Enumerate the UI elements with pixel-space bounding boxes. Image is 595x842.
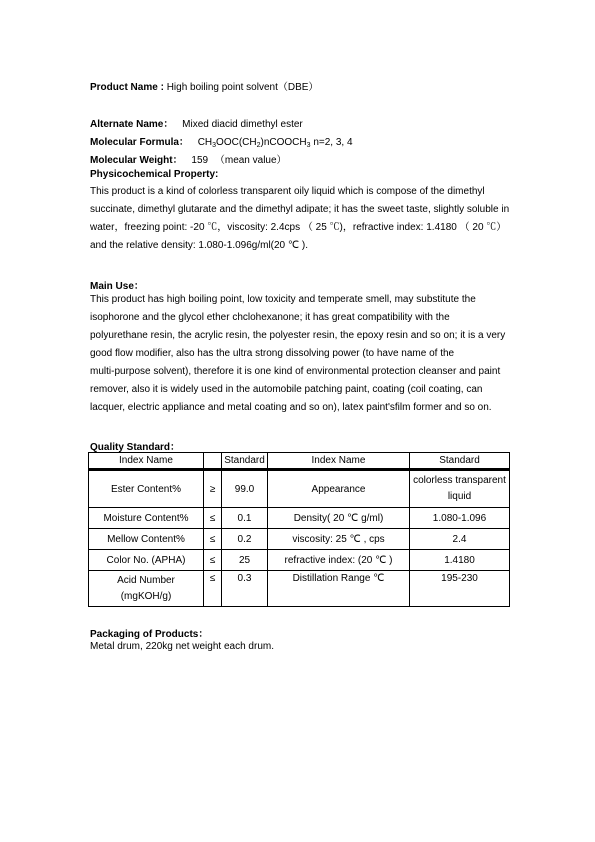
index-name-cell: Appearance xyxy=(268,470,410,508)
molecular-weight-note: （mean value） xyxy=(214,155,287,166)
standard-cell: 0.2 xyxy=(222,529,268,550)
formula-part: CH xyxy=(197,137,213,148)
paragraph-line: succinate, dimethyl glutarate and the dimethyl adipate; it has the sweet taste, slightly soluble in xyxy=(90,204,510,215)
standard-cell: 1.080-1.096 xyxy=(410,508,510,529)
standard-cell: 2.4 xyxy=(410,529,510,550)
header-cell: Standard xyxy=(410,453,510,470)
operator-cell: ≤ xyxy=(204,550,222,571)
physicochemical-heading: Physicochemical Property: xyxy=(90,169,219,180)
formula-part: OOC(CH xyxy=(216,137,257,148)
main-use-heading: Main Use： xyxy=(90,281,144,292)
index-name-cell: Density( 20 ℃ g/ml) xyxy=(268,508,410,529)
paragraph-line: remover, also it is widely used in the automobile patching paint, coating (coil coating, can xyxy=(90,384,483,395)
operator-cell: ≤ xyxy=(204,529,222,550)
molecular-weight-label: Molecular Weight： xyxy=(90,155,183,166)
index-name-cell: Distillation Range ℃ xyxy=(268,571,410,607)
header-cell: Index Name xyxy=(268,453,410,470)
table-row xyxy=(89,529,510,550)
molecular-weight-value: 159 xyxy=(191,155,209,166)
packaging-heading: Packaging of Products： xyxy=(90,629,209,640)
alternate-name-line xyxy=(90,115,303,130)
molecular-weight-line xyxy=(90,151,287,166)
header-cell: Standard xyxy=(222,453,268,470)
table-row xyxy=(89,470,510,508)
index-name-cell: Color No. (APHA) xyxy=(89,550,204,571)
standard-cell: 0.3 xyxy=(222,571,268,607)
paragraph-line: This product is a kind of colorless transparent oily liquid which is compose of the dimethyl xyxy=(90,186,485,197)
paragraph-line: multi-purpose solvent), therefore it is one kind of environmental protection cleanser and paint xyxy=(90,366,501,377)
formula-subscript: 2 xyxy=(256,142,261,149)
standard-cell: 99.0 xyxy=(222,470,268,508)
molecular-formula-line xyxy=(90,133,353,148)
paragraph-line: lacquer, electric appliance and metal coating and so on), latex paint'sfilm former and so on. xyxy=(90,402,492,413)
formula-part: n=2, 3, 4 xyxy=(310,137,353,148)
main-use-paragraph xyxy=(90,291,515,417)
quality-standard-heading: Quality Standard： xyxy=(90,442,181,453)
table-header-row xyxy=(89,453,510,470)
operator-cell: ≥ xyxy=(204,470,222,508)
operator-cell: ≤ xyxy=(204,571,222,607)
product-name-line xyxy=(90,78,318,93)
index-name-cell: viscosity: 25 ℃ , cps xyxy=(268,529,410,550)
header-cell: Index Name xyxy=(89,453,204,470)
table-row xyxy=(89,571,510,607)
paragraph-line: water，freezing point: -20 ℃，viscosity: 2.4cps （ 25 ℃)，refractive index: 1.4180 （ 20 ℃） xyxy=(90,222,507,233)
paragraph-line: and the relative density: 1.080-1.096g/ml(20 ℃ ). xyxy=(90,240,309,251)
formula-part: )nCOOCH xyxy=(260,137,307,148)
index-name-cell: refractive index: (20 ℃ ) xyxy=(268,550,410,571)
molecular-formula-label: Molecular Formula： xyxy=(90,137,189,148)
packaging-text: Metal drum, 220kg net weight each drum. xyxy=(90,641,274,652)
standard-cell: colorless transparent liquid xyxy=(410,470,510,508)
alternate-name-value: Mixed diacid dimethyl ester xyxy=(182,119,303,130)
paragraph-line: isophorone and the glycol ether chclohexanone; it has great compatibility with the xyxy=(90,312,450,323)
standard-cell: 195-230 xyxy=(410,571,510,607)
quality-standard-table xyxy=(88,452,510,607)
operator-cell: ≤ xyxy=(204,508,222,529)
index-name-cell: Mellow Content% xyxy=(89,529,204,550)
product-name-label: Product Name : xyxy=(90,82,164,93)
standard-cell: 1.4180 xyxy=(410,550,510,571)
molecular-formula-value xyxy=(198,137,353,148)
standard-cell: 25 xyxy=(222,550,268,571)
header-cell xyxy=(204,453,222,470)
index-name-cell: Acid Number (mgKOH/g) xyxy=(89,571,204,607)
formula-subscript: 3 xyxy=(212,142,217,149)
index-name-cell: Moisture Content% xyxy=(89,508,204,529)
formula-subscript: 3 xyxy=(306,142,311,149)
paragraph-line: good flow modifier, also has the ultra strong dissolving power (to have name of the xyxy=(90,348,455,359)
physicochemical-paragraph xyxy=(90,183,515,255)
paragraph-line: This product has high boiling point, low toxicity and temperate smell, may substitute the xyxy=(90,294,476,305)
table-row xyxy=(89,550,510,571)
product-name-value: High boiling point solvent（DBE） xyxy=(166,82,319,93)
alternate-name-label: Alternate Name： xyxy=(90,119,174,130)
index-name-cell: Ester Content% xyxy=(89,470,204,508)
paragraph-line: polyurethane resin, the acrylic resin, the polyester resin, the epoxy resin and so on; it is a very xyxy=(90,330,506,341)
standard-cell: 0.1 xyxy=(222,508,268,529)
table-row xyxy=(89,508,510,529)
